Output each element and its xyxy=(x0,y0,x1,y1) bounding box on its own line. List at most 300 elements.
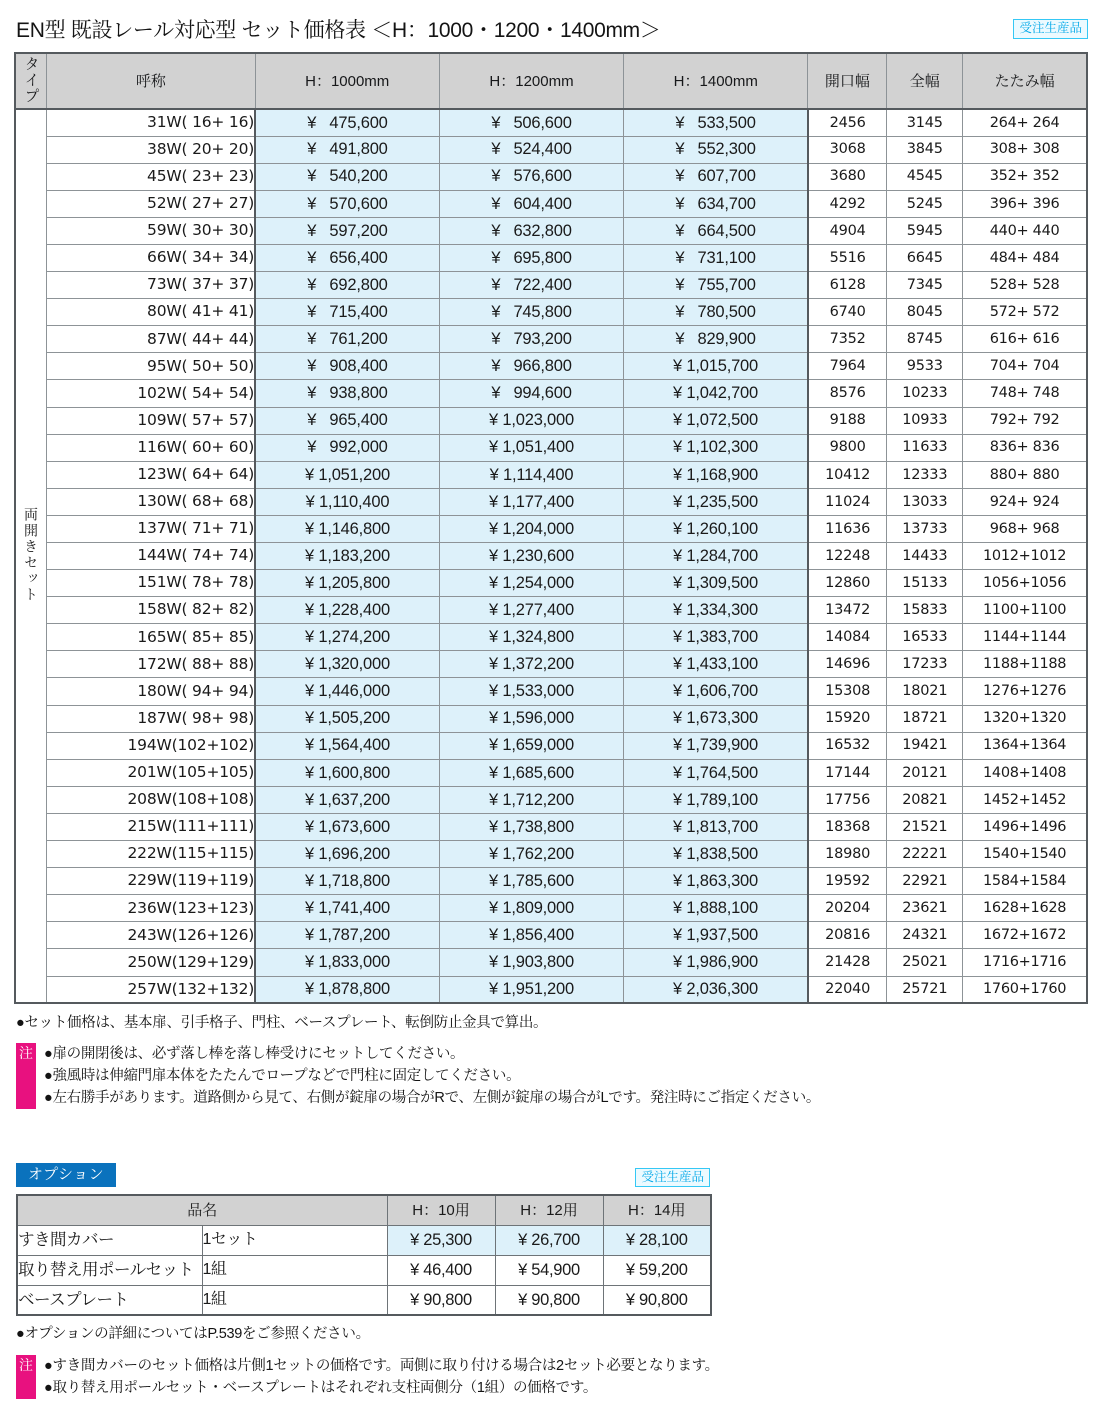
cell-full-width: 25721 xyxy=(887,976,963,1003)
table-row xyxy=(15,570,1087,597)
cell-full-width: 14433 xyxy=(887,543,963,570)
cell-price-h1200: ¥ 1,762,200 xyxy=(439,841,623,868)
price-table-header xyxy=(15,53,1087,109)
cell-fold-width: 572+ 572 xyxy=(963,299,1087,326)
cell-full-width: 19421 xyxy=(887,732,963,759)
cell-name: 201W(105+105) xyxy=(47,759,256,786)
cell-name: 180W( 94+ 94) xyxy=(47,678,256,705)
cell-price-h1400: ¥ 755,700 xyxy=(624,272,808,299)
cell-opening-width: 19592 xyxy=(808,868,887,895)
cell-price-h1000: ¥ 540,200 xyxy=(255,163,439,190)
cell-full-width: 3145 xyxy=(887,109,963,136)
cell-price-h1400: ¥ 731,100 xyxy=(624,244,808,271)
options-column-header-name: 品名 xyxy=(17,1195,387,1225)
table-row xyxy=(15,895,1087,922)
cell-full-width: 10233 xyxy=(887,380,963,407)
caution-block xyxy=(16,1043,1086,1109)
cell-price-h1200: ¥ 1,712,200 xyxy=(439,786,623,813)
cell-price-h1400: ¥ 1,168,900 xyxy=(624,461,808,488)
cell-price-h1000: ¥ 1,600,800 xyxy=(255,759,439,786)
cell-price-h1200: ¥ 1,659,000 xyxy=(439,732,623,759)
cell-full-width: 23621 xyxy=(887,895,963,922)
cell-price-h1400: ¥ 1,813,700 xyxy=(624,813,808,840)
options-caution-lines xyxy=(44,1355,1086,1399)
cell-price-h1200: ¥ 793,200 xyxy=(439,326,623,353)
table-row xyxy=(15,488,1087,515)
cell-price-h1200: ¥ 1,023,000 xyxy=(439,407,623,434)
cell-price-h1000: ¥ 1,146,800 xyxy=(255,515,439,542)
cell-name: 236W(123+123) xyxy=(47,895,256,922)
cell-fold-width: 1584+1584 xyxy=(963,868,1087,895)
cell-full-width: 12333 xyxy=(887,461,963,488)
options-cell-price-h12: ¥ 90,800 xyxy=(495,1285,603,1315)
cell-opening-width: 14696 xyxy=(808,651,887,678)
cell-price-h1400: ¥ 1,015,700 xyxy=(624,353,808,380)
cell-full-width: 18021 xyxy=(887,678,963,705)
cell-fold-width: 924+ 924 xyxy=(963,488,1087,515)
cell-price-h1000: ¥ 1,446,000 xyxy=(255,678,439,705)
cell-opening-width: 8576 xyxy=(808,380,887,407)
price-table-body xyxy=(15,109,1087,1003)
cell-price-h1000: ¥ 1,183,200 xyxy=(255,543,439,570)
cell-full-width: 15833 xyxy=(887,597,963,624)
cell-price-h1400: ¥ 1,334,300 xyxy=(624,597,808,624)
cell-name: 95W( 50+ 50) xyxy=(47,353,256,380)
cell-price-h1200: ¥ 1,230,600 xyxy=(439,543,623,570)
cell-name: 144W( 74+ 74) xyxy=(47,543,256,570)
cell-name: 66W( 34+ 34) xyxy=(47,244,256,271)
options-cell-price-h10: ¥ 46,400 xyxy=(387,1255,495,1285)
cell-price-h1200: ¥ 604,400 xyxy=(439,190,623,217)
cell-fold-width: 1408+1408 xyxy=(963,759,1087,786)
cell-opening-width: 11636 xyxy=(808,515,887,542)
table-row xyxy=(15,136,1087,163)
cell-fold-width: 1100+1100 xyxy=(963,597,1087,624)
cell-fold-width: 528+ 528 xyxy=(963,272,1087,299)
table-row xyxy=(15,651,1087,678)
cell-opening-width: 9188 xyxy=(808,407,887,434)
cell-name: 208W(108+108) xyxy=(47,786,256,813)
notes-section xyxy=(0,1004,1100,1109)
cell-full-width: 21521 xyxy=(887,813,963,840)
type-cell-double-open-set xyxy=(15,109,47,1003)
options-cell-price-h14: ¥ 90,800 xyxy=(603,1285,711,1315)
cell-price-h1400: ¥ 634,700 xyxy=(624,190,808,217)
cell-price-h1000: ¥ 715,400 xyxy=(255,299,439,326)
cell-name: 215W(111+111) xyxy=(47,813,256,840)
cell-price-h1200: ¥ 1,738,800 xyxy=(439,813,623,840)
cell-full-width: 24321 xyxy=(887,922,963,949)
cell-price-h1000: ¥ 1,320,000 xyxy=(255,651,439,678)
options-column-header-h12: H：12用 xyxy=(495,1195,603,1225)
cell-full-width: 22221 xyxy=(887,841,963,868)
cell-price-h1200: ¥ 745,800 xyxy=(439,299,623,326)
options-table-header xyxy=(17,1195,711,1225)
cell-fold-width: 1012+1012 xyxy=(963,543,1087,570)
column-header-name: 呼称 xyxy=(47,53,256,109)
cell-fold-width: 1452+1452 xyxy=(963,786,1087,813)
cell-price-h1200: ¥ 1,596,000 xyxy=(439,705,623,732)
table-row xyxy=(15,244,1087,271)
cell-price-h1000: ¥ 656,400 xyxy=(255,244,439,271)
table-row xyxy=(15,705,1087,732)
cell-price-h1000: ¥ 1,564,400 xyxy=(255,732,439,759)
cell-price-h1000: ¥ 692,800 xyxy=(255,272,439,299)
made-to-order-badge: 受注生産品 xyxy=(1013,19,1088,38)
cell-fold-width: 1188+1188 xyxy=(963,651,1087,678)
cell-price-h1000: ¥ 491,800 xyxy=(255,136,439,163)
cell-price-h1200: ¥ 576,600 xyxy=(439,163,623,190)
column-header-h1400: H：1400mm xyxy=(624,53,808,109)
table-row xyxy=(15,976,1087,1003)
cell-full-width: 17233 xyxy=(887,651,963,678)
cell-price-h1400: ¥ 1,986,900 xyxy=(624,949,808,976)
cell-fold-width: 880+ 880 xyxy=(963,461,1087,488)
options-cell-unit: 1組 xyxy=(202,1255,387,1285)
cell-fold-width: 1144+1144 xyxy=(963,624,1087,651)
cell-full-width: 5245 xyxy=(887,190,963,217)
cell-name: 172W( 88+ 88) xyxy=(47,651,256,678)
cell-price-h1400: ¥ 1,739,900 xyxy=(624,732,808,759)
cell-price-h1200: ¥ 722,400 xyxy=(439,272,623,299)
cell-fold-width: 1716+1716 xyxy=(963,949,1087,976)
table-row xyxy=(15,759,1087,786)
table-row xyxy=(15,678,1087,705)
cell-name: 80W( 41+ 41) xyxy=(47,299,256,326)
caution-line: ●強風時は伸縮門扉本体をたたんでロープなどで門柱に固定してください。 xyxy=(44,1068,521,1085)
caution-line: ●左右勝手があります。道路側から見て、右側が錠扉の場合がRで、左側が錠扉の場合がLです。発注時にご指定ください。 xyxy=(44,1090,821,1107)
cell-fold-width: 616+ 616 xyxy=(963,326,1087,353)
cell-price-h1200: ¥ 1,051,400 xyxy=(439,434,623,461)
table-row xyxy=(15,163,1087,190)
cell-opening-width: 21428 xyxy=(808,949,887,976)
cell-fold-width: 836+ 836 xyxy=(963,434,1087,461)
cell-fold-width: 968+ 968 xyxy=(963,515,1087,542)
cell-name: 87W( 44+ 44) xyxy=(47,326,256,353)
cell-price-h1000: ¥ 1,718,800 xyxy=(255,868,439,895)
cell-full-width: 25021 xyxy=(887,949,963,976)
cell-fold-width: 1672+1672 xyxy=(963,922,1087,949)
table-row xyxy=(15,543,1087,570)
options-header-row xyxy=(16,1163,710,1187)
table-row xyxy=(15,813,1087,840)
cell-price-h1000: ¥ 1,833,000 xyxy=(255,949,439,976)
options-table xyxy=(16,1194,712,1316)
options-tag: オプション xyxy=(16,1163,116,1187)
cell-opening-width: 7964 xyxy=(808,353,887,380)
cell-opening-width: 4292 xyxy=(808,190,887,217)
options-caution-mark: 注 xyxy=(16,1355,36,1399)
options-table-row xyxy=(17,1285,711,1315)
options-cell-price-h10: ¥ 90,800 xyxy=(387,1285,495,1315)
cell-opening-width: 17756 xyxy=(808,786,887,813)
options-section xyxy=(0,1163,1100,1316)
table-row xyxy=(15,597,1087,624)
options-header-row-cells xyxy=(17,1195,711,1225)
options-caution-line: ●すき間カバーのセット価格は片側1セットの価格です。両側に取り付ける場合は2セット必要となります。 xyxy=(44,1357,719,1374)
cell-full-width: 5945 xyxy=(887,217,963,244)
cell-opening-width: 12860 xyxy=(808,570,887,597)
cell-price-h1000: ¥ 597,200 xyxy=(255,217,439,244)
cell-opening-width: 20204 xyxy=(808,895,887,922)
options-cell-price-h10: ¥ 25,300 xyxy=(387,1225,495,1255)
cell-price-h1200: ¥ 1,951,200 xyxy=(439,976,623,1003)
cell-full-width: 22921 xyxy=(887,868,963,895)
cell-opening-width: 12248 xyxy=(808,543,887,570)
cell-price-h1400: ¥ 1,383,700 xyxy=(624,624,808,651)
cell-full-width: 9533 xyxy=(887,353,963,380)
cell-price-h1400: ¥ 1,235,500 xyxy=(624,488,808,515)
cell-opening-width: 22040 xyxy=(808,976,887,1003)
cell-price-h1400: ¥ 1,072,500 xyxy=(624,407,808,434)
options-caution-block xyxy=(16,1355,1086,1399)
cell-price-h1000: ¥ 1,696,200 xyxy=(255,841,439,868)
cell-fold-width: 1496+1496 xyxy=(963,813,1087,840)
cell-opening-width: 11024 xyxy=(808,488,887,515)
cell-fold-width: 704+ 704 xyxy=(963,353,1087,380)
cell-opening-width: 15308 xyxy=(808,678,887,705)
table-row xyxy=(15,407,1087,434)
cell-full-width: 8745 xyxy=(887,326,963,353)
cell-opening-width: 18368 xyxy=(808,813,887,840)
options-notes-section xyxy=(0,1316,1100,1398)
cell-opening-width: 9800 xyxy=(808,434,887,461)
table-header-row xyxy=(15,53,1087,109)
cell-name: 109W( 57+ 57) xyxy=(47,407,256,434)
table-row xyxy=(15,624,1087,651)
cell-price-h1000: ¥ 965,400 xyxy=(255,407,439,434)
cell-price-h1000: ¥ 1,741,400 xyxy=(255,895,439,922)
options-note-general: ●オプションの詳細についてはP.539をご参照ください。 xyxy=(16,1326,370,1343)
cell-price-h1400: ¥ 664,500 xyxy=(624,217,808,244)
table-row xyxy=(15,353,1087,380)
cell-opening-width: 6740 xyxy=(808,299,887,326)
column-header-type: タイプ xyxy=(15,53,47,109)
options-column-header-h10: H：10用 xyxy=(387,1195,495,1225)
cell-opening-width: 20816 xyxy=(808,922,887,949)
table-row xyxy=(15,272,1087,299)
cell-name: 165W( 85+ 85) xyxy=(47,624,256,651)
cell-price-h1400: ¥ 1,673,300 xyxy=(624,705,808,732)
cell-full-width: 4545 xyxy=(887,163,963,190)
column-header-opening-width: 開口幅 xyxy=(808,53,887,109)
cell-opening-width: 6128 xyxy=(808,272,887,299)
cell-opening-width: 4904 xyxy=(808,217,887,244)
table-row xyxy=(15,786,1087,813)
column-header-h1000: H：1000mm xyxy=(255,53,439,109)
cell-price-h1200: ¥ 1,277,400 xyxy=(439,597,623,624)
price-table-container xyxy=(0,52,1100,1004)
table-row xyxy=(15,299,1087,326)
cell-price-h1000: ¥ 1,228,400 xyxy=(255,597,439,624)
cell-price-h1400: ¥ 1,309,500 xyxy=(624,570,808,597)
cell-price-h1400: ¥ 780,500 xyxy=(624,299,808,326)
options-table-row xyxy=(17,1255,711,1285)
cell-name: 250W(129+129) xyxy=(47,949,256,976)
cell-price-h1200: ¥ 1,324,800 xyxy=(439,624,623,651)
cell-fold-width: 308+ 308 xyxy=(963,136,1087,163)
cell-name: 137W( 71+ 71) xyxy=(47,515,256,542)
caution-line: ●扉の開閉後は、必ず落し棒を落し棒受けにセットしてください。 xyxy=(44,1046,465,1063)
table-row xyxy=(15,732,1087,759)
cell-price-h1200: ¥ 1,685,600 xyxy=(439,759,623,786)
table-row xyxy=(15,922,1087,949)
cell-price-h1200: ¥ 966,800 xyxy=(439,353,623,380)
caution-lines xyxy=(44,1043,1086,1109)
options-cell-unit: 1セット xyxy=(202,1225,387,1255)
cell-price-h1200: ¥ 695,800 xyxy=(439,244,623,271)
cell-price-h1200: ¥ 1,114,400 xyxy=(439,461,623,488)
cell-price-h1000: ¥ 1,787,200 xyxy=(255,922,439,949)
table-row xyxy=(15,109,1087,136)
cell-name: 38W( 20+ 20) xyxy=(47,136,256,163)
cell-full-width: 10933 xyxy=(887,407,963,434)
cell-fold-width: 1760+1760 xyxy=(963,976,1087,1003)
cell-price-h1000: ¥ 1,673,600 xyxy=(255,813,439,840)
cell-opening-width: 10412 xyxy=(808,461,887,488)
cell-price-h1000: ¥ 1,637,200 xyxy=(255,786,439,813)
cell-price-h1400: ¥ 1,937,500 xyxy=(624,922,808,949)
cell-price-h1200: ¥ 1,533,000 xyxy=(439,678,623,705)
cell-price-h1000: ¥ 1,205,800 xyxy=(255,570,439,597)
cell-price-h1200: ¥ 1,809,000 xyxy=(439,895,623,922)
cell-name: 151W( 78+ 78) xyxy=(47,570,256,597)
page-header xyxy=(0,0,1100,52)
column-header-full-width: 全幅 xyxy=(887,53,963,109)
cell-price-h1000: ¥ 908,400 xyxy=(255,353,439,380)
cell-fold-width: 484+ 484 xyxy=(963,244,1087,271)
cell-price-h1000: ¥ 570,600 xyxy=(255,190,439,217)
cell-price-h1400: ¥ 2,036,300 xyxy=(624,976,808,1003)
options-cell-price-h14: ¥ 59,200 xyxy=(603,1255,711,1285)
cell-price-h1200: ¥ 1,903,800 xyxy=(439,949,623,976)
options-made-to-order-badge: 受注生産品 xyxy=(635,1168,710,1187)
options-cell-name: ベースプレート xyxy=(17,1285,202,1315)
cell-price-h1000: ¥ 475,600 xyxy=(255,109,439,136)
cell-fold-width: 396+ 396 xyxy=(963,190,1087,217)
cell-full-width: 20121 xyxy=(887,759,963,786)
cell-fold-width: 1056+1056 xyxy=(963,570,1087,597)
table-row xyxy=(15,461,1087,488)
column-header-fold-width: たたみ幅 xyxy=(963,53,1087,109)
cell-name: 31W( 16+ 16) xyxy=(47,109,256,136)
cell-price-h1400: ¥ 1,042,700 xyxy=(624,380,808,407)
cell-fold-width: 352+ 352 xyxy=(963,163,1087,190)
cell-opening-width: 16532 xyxy=(808,732,887,759)
cell-fold-width: 1320+1320 xyxy=(963,705,1087,732)
cell-opening-width: 5516 xyxy=(808,244,887,271)
cell-price-h1400: ¥ 1,260,100 xyxy=(624,515,808,542)
cell-price-h1400: ¥ 1,888,100 xyxy=(624,895,808,922)
cell-price-h1200: ¥ 1,856,400 xyxy=(439,922,623,949)
cell-price-h1400: ¥ 1,102,300 xyxy=(624,434,808,461)
cell-price-h1400: ¥ 829,900 xyxy=(624,326,808,353)
cell-price-h1200: ¥ 1,204,000 xyxy=(439,515,623,542)
cell-name: 73W( 37+ 37) xyxy=(47,272,256,299)
cell-fold-width: 440+ 440 xyxy=(963,217,1087,244)
cell-price-h1200: ¥ 1,177,400 xyxy=(439,488,623,515)
cell-name: 222W(115+115) xyxy=(47,841,256,868)
cell-fold-width: 748+ 748 xyxy=(963,380,1087,407)
price-table xyxy=(14,52,1088,1004)
cell-full-width: 18721 xyxy=(887,705,963,732)
cell-opening-width: 7352 xyxy=(808,326,887,353)
cell-price-h1200: ¥ 524,400 xyxy=(439,136,623,163)
cell-price-h1000: ¥ 1,878,800 xyxy=(255,976,439,1003)
cell-opening-width: 14084 xyxy=(808,624,887,651)
cell-name: 194W(102+102) xyxy=(47,732,256,759)
cell-price-h1000: ¥ 1,274,200 xyxy=(255,624,439,651)
cell-full-width: 13733 xyxy=(887,515,963,542)
options-cell-price-h12: ¥ 54,900 xyxy=(495,1255,603,1285)
options-cell-name: 取り替え用ポールセット xyxy=(17,1255,202,1285)
cell-price-h1400: ¥ 607,700 xyxy=(624,163,808,190)
options-table-body xyxy=(17,1225,711,1315)
cell-name: 257W(132+132) xyxy=(47,976,256,1003)
options-caution-line: ●取り替え用ポールセット・ベースプレートはそれぞれ支柱両側分（1組）の価格です。 xyxy=(44,1379,598,1396)
cell-price-h1200: ¥ 632,800 xyxy=(439,217,623,244)
table-row xyxy=(15,190,1087,217)
cell-full-width: 15133 xyxy=(887,570,963,597)
cell-price-h1400: ¥ 552,300 xyxy=(624,136,808,163)
cell-full-width: 11633 xyxy=(887,434,963,461)
cell-price-h1400: ¥ 1,606,700 xyxy=(624,678,808,705)
note-general: ●セット価格は、基本扉、引手格子、門柱、ベースプレート、転倒防止金具で算出。 xyxy=(16,1015,548,1032)
cell-name: 52W( 27+ 27) xyxy=(47,190,256,217)
cell-full-width: 7345 xyxy=(887,272,963,299)
table-row xyxy=(15,380,1087,407)
table-row xyxy=(15,217,1087,244)
cell-price-h1200: ¥ 994,600 xyxy=(439,380,623,407)
cell-price-h1200: ¥ 1,785,600 xyxy=(439,868,623,895)
cell-price-h1400: ¥ 1,764,500 xyxy=(624,759,808,786)
type-label: 両開きセット xyxy=(23,507,40,604)
cell-name: 187W( 98+ 98) xyxy=(47,705,256,732)
cell-name: 59W( 30+ 30) xyxy=(47,217,256,244)
table-row xyxy=(15,841,1087,868)
cell-opening-width: 18980 xyxy=(808,841,887,868)
cell-name: 45W( 23+ 23) xyxy=(47,163,256,190)
cell-full-width: 16533 xyxy=(887,624,963,651)
options-column-header-h14: H：14用 xyxy=(603,1195,711,1225)
options-cell-unit: 1組 xyxy=(202,1285,387,1315)
cell-full-width: 6645 xyxy=(887,244,963,271)
cell-name: 102W( 54+ 54) xyxy=(47,380,256,407)
cell-name: 158W( 82+ 82) xyxy=(47,597,256,624)
options-table-row xyxy=(17,1225,711,1255)
cell-price-h1000: ¥ 761,200 xyxy=(255,326,439,353)
table-row xyxy=(15,434,1087,461)
cell-name: 116W( 60+ 60) xyxy=(47,434,256,461)
cell-full-width: 20821 xyxy=(887,786,963,813)
cell-full-width: 13033 xyxy=(887,488,963,515)
cell-fold-width: 1276+1276 xyxy=(963,678,1087,705)
cell-full-width: 3845 xyxy=(887,136,963,163)
options-cell-price-h12: ¥ 26,700 xyxy=(495,1225,603,1255)
cell-price-h1400: ¥ 1,284,700 xyxy=(624,543,808,570)
cell-price-h1200: ¥ 506,600 xyxy=(439,109,623,136)
options-cell-name: すき間カバー xyxy=(17,1225,202,1255)
cell-full-width: 8045 xyxy=(887,299,963,326)
caution-mark: 注 xyxy=(16,1043,36,1109)
cell-fold-width: 264+ 264 xyxy=(963,109,1087,136)
cell-price-h1000: ¥ 1,110,400 xyxy=(255,488,439,515)
cell-price-h1400: ¥ 1,863,300 xyxy=(624,868,808,895)
cell-opening-width: 13472 xyxy=(808,597,887,624)
cell-name: 130W( 68+ 68) xyxy=(47,488,256,515)
cell-opening-width: 17144 xyxy=(808,759,887,786)
cell-name: 229W(119+119) xyxy=(47,868,256,895)
